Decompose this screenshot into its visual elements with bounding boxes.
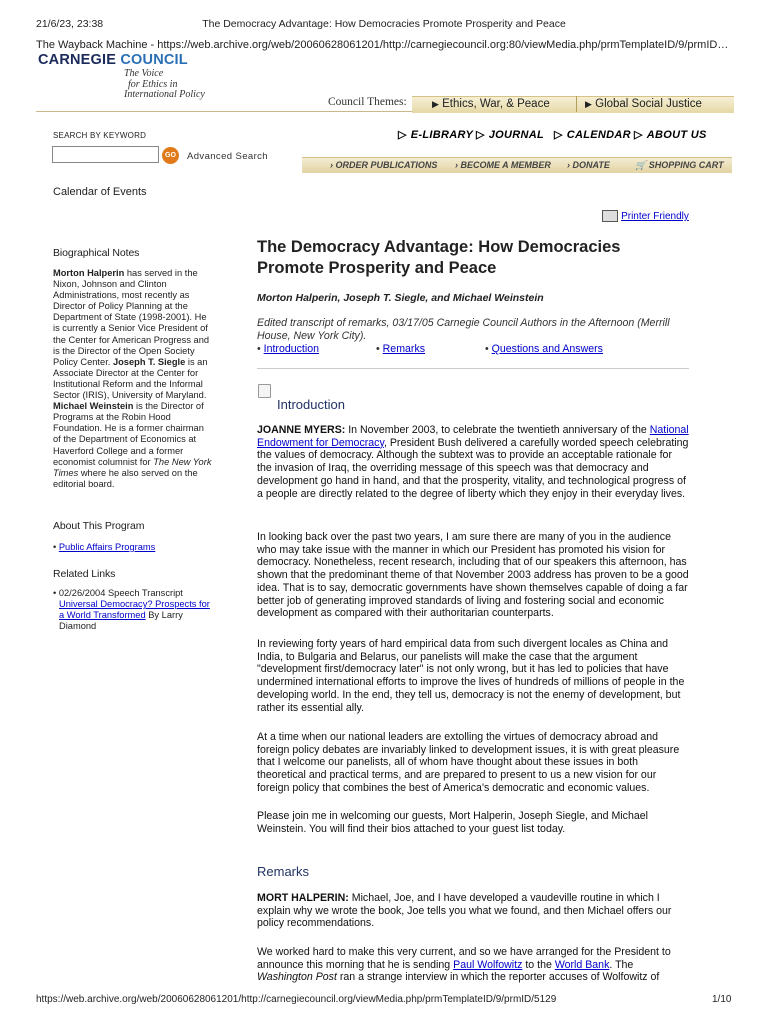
logo[interactable] (38, 52, 205, 100)
nav-arrow-icon: ▷ (554, 129, 563, 141)
nav-arrow-icon: ▷ (398, 129, 407, 141)
intro-paragraph-5: Please join me in welcoming our guests, Mort Halperin, Joseph Siegle, and Michael Weinstein. You will find their bios attached to your guest list today. (257, 810, 648, 835)
print-footer-url: https://web.archive.org/web/20060628061201/http://carnegiecouncil.org/viewMedia.php/prmTemplateID/9/prmID/5129 (36, 994, 557, 1005)
article-title: The Democracy Advantage: How Democracies Promote Prosperity and Peace (257, 238, 621, 277)
intro-paragraph-4: At a time when our national leaders are extolling the virtues of democracy abroad and foreign policy debates are invariably linked to development issues, it is with great pleasure that I welcome our panelists, all of whom have thought about these issues in both theoretical and practical terms, and are prepared to present to us a new vision for our foreign policy that combines the best of America's democratic and economic values. (257, 731, 680, 794)
public-affairs-link[interactable]: Public Affairs Programs (58, 542, 156, 552)
bio-text-run: is the Director of Programs at the Robin Hood Foundation. He is a former chairman of the Department of Economics at Haverford College and a former economist columnist for (53, 401, 204, 467)
printer-icon (602, 210, 618, 222)
nav-arrow-icon: ▷ (476, 129, 485, 141)
themes-label: Council Themes: (328, 96, 407, 108)
bio-person-name: Joseph T. Siegle (112, 356, 186, 367)
subnav-shopping-cart[interactable]: 🛒 SHOPPING CART (635, 160, 724, 170)
logo-council: COUNCIL (120, 52, 188, 68)
print-doc-title: The Democracy Advantage: How Democracies Promote Prosperity and Peace (202, 18, 566, 30)
bio-text-run: has served in the Nixon, Johnson and Clinton Administrations, most recently as Director of Policy Planning at the Department of State (1998-2001). He is currently a Senior Vice President of the Center for American Progress and is the Director of the Open Society Policy Center. (53, 268, 210, 367)
search-label: SEARCH BY KEYWORD (53, 131, 147, 140)
themes-bar (328, 96, 407, 108)
ned-link[interactable]: National Endowment for Democracy (257, 424, 689, 449)
remarks-paragraph-2: We worked hard to make this very current, and so we have arranged for the President to announce this morning that he is sending Paul Wolfowitz to the World Bank. The Washington Post ran a strange interview in which the reporter accuses of Wolfowitz of (257, 946, 671, 984)
nav-calendar[interactable]: ▷ CALENDAR (554, 129, 631, 141)
toc-introduction[interactable]: • Introduction (257, 343, 320, 355)
cart-icon: 🛒 (635, 160, 647, 170)
bio-heading: Biographical Notes (53, 247, 140, 259)
about-item: • Public Affairs Programs (53, 542, 156, 552)
subnav-become-member[interactable]: › BECOME A MEMBER (455, 160, 551, 170)
intro-paragraph-2: In looking back over the past two years, I am sure there are many of you in the audience who may take issue with the manner in which our President has promoted his vision for democracy. Nonetheless, recent research, including that of our speakers this afternoon, has shown that the predominant theme of that November 2003 address has proven to be a good idea. That is to say, democratic governments have shown themselves capable of doing a far better job of generating improved standards of living and fostering social and economic development as compared with their authoritarian counterparts. (257, 531, 689, 620)
bio-person-name: Morton Halperin (53, 268, 125, 278)
logo-tagline: The Voice for Ethics in International Policy (124, 68, 205, 100)
toc-remarks[interactable]: • Remarks (376, 343, 426, 355)
nav-journal[interactable]: ▷ JOURNAL (476, 129, 545, 141)
bio-person-name: Michael Weinstein (53, 401, 134, 412)
nav-about-us[interactable]: ▷ ABOUT US (634, 129, 707, 141)
search-go-button[interactable]: GO (162, 147, 179, 164)
remarks-heading: Remarks (257, 864, 310, 879)
logo-carnegie: CARNEGIE (38, 52, 117, 68)
toc-questions-answers[interactable]: • Questions and Answers (485, 343, 603, 355)
print-datetime: 21/6/23, 23:38 (36, 18, 104, 30)
printer-friendly[interactable]: Printer Friendly (602, 210, 689, 222)
toc-divider (257, 368, 689, 369)
calendar-of-events-link[interactable]: Calendar of Events (53, 186, 147, 198)
related-heading: Related Links (53, 568, 116, 580)
intro-paragraph-3: In reviewing forty years of hard empirical data from such divergent locales as China and India, to Bulgaria and Belarus, our panelists will make the case that the argument "development first/democracy later" is not only wrong, but it has led to policies that have undermined international efforts to improve the lives of hundreds of millions of people in the developing world. In the end, they tell us, democracy is not the enemy of development, but rather its essential ally. (257, 638, 685, 714)
intro-heading: Introduction (277, 397, 345, 412)
related-item: • 02/26/2004 Speech Transcript Universal Democracy? Prospects for a World Transformed By Larry Diamond (53, 588, 210, 632)
nav-arrow-icon: ▷ (634, 129, 643, 141)
wayback-banner: The Wayback Machine - https://web.archive.org/web/20060628061201/http://carnegiecouncil.org:80/viewMedia.php/prmTemplateID/9/prmID… (36, 39, 729, 51)
intro-paragraph-1: JOANNE MYERS: In November 2003, to celebrate the twentieth anniversary of the National Endowment for Democracy, President Bush delivered a carefully worded speech celebrating the values of democracy. Although the subtext was to provide an acceptable rationale for the invasion of Iraq, the overriding message of this speech was that democracy and development go hand in hand, and that the prosperity, vitality, and technological progress of a people are directly related to the degree of liberty which they enjoy in their everyday lives. (257, 424, 689, 500)
theme-arrow-icon: ▶ (585, 99, 592, 109)
bio-text (53, 268, 213, 490)
bio-text-run: where he also served on the editorial board. (53, 467, 198, 489)
theme-divider (576, 96, 577, 112)
wolfowitz-link[interactable]: Paul Wolfowitz (453, 958, 523, 971)
article-note: Edited transcript of remarks, 03/17/05 Carnegie Council Authors in the Afternoon (Merrill House, New York City). (257, 317, 670, 342)
search-input[interactable] (52, 146, 159, 163)
remarks-paragraph-1: MORT HALPERIN: Michael, Joe, and I have developed a vaudeville routine in which I explain why we wrote the book, Joe tells you what we found, and then Michael offers our policy recommendations. (257, 892, 672, 930)
broken-image-icon (258, 384, 271, 398)
about-heading: About This Program (53, 520, 145, 532)
bio-text-run: The New York Times (53, 456, 212, 478)
subnav-donate[interactable]: › DONATE (567, 160, 610, 170)
theme-arrow-icon: ▶ (432, 99, 439, 109)
theme-global-social-justice[interactable]: ▶ Global Social Justice (585, 98, 702, 110)
theme-ethics-war-peace[interactable]: ▶ Ethics, War, & Peace (432, 98, 550, 110)
universal-democracy-link[interactable]: Universal Democracy? Prospects for a World Transformed (59, 599, 210, 621)
article-authors: Morton Halperin, Joseph T. Siegle, and Michael Weinstein (257, 292, 544, 304)
world-bank-link[interactable]: World Bank (554, 958, 610, 971)
nav-e-library[interactable]: ▷ E-LIBRARY (398, 129, 474, 141)
advanced-search-link[interactable]: Advanced Search (187, 151, 268, 162)
subnav-order-publications[interactable]: › ORDER PUBLICATIONS (330, 160, 438, 170)
print-footer-page: 1/10 (712, 994, 732, 1005)
bio-text-run: is an Associate Director at the Center for Institutional Reform and the Informal Sector (IRIS), University of Maryland. (53, 356, 208, 401)
